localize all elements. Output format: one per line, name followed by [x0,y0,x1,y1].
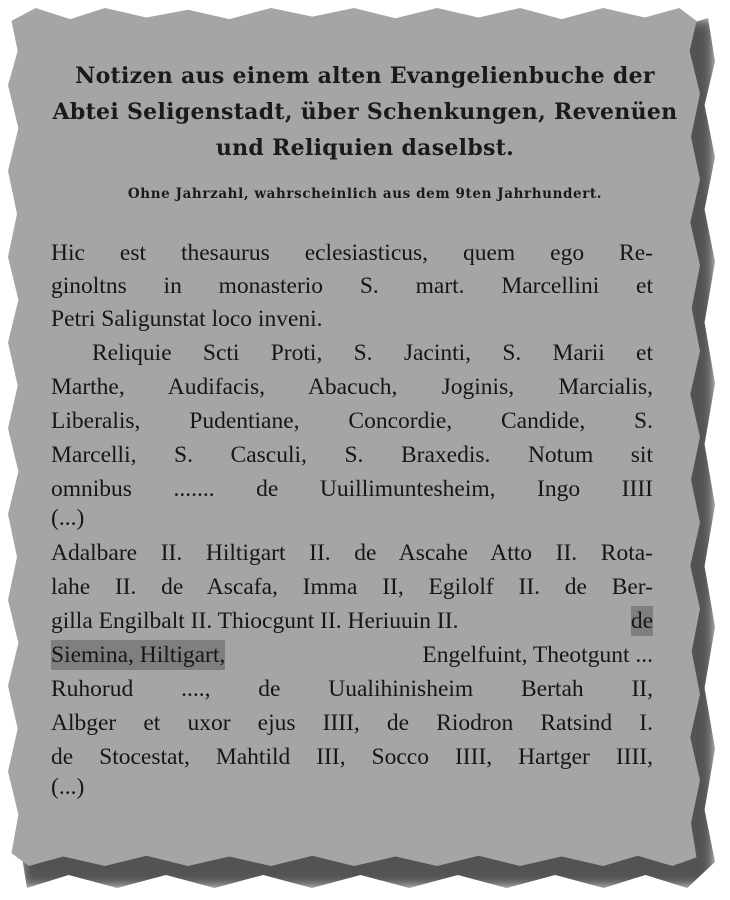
text-line [51,640,653,670]
text-line: de Stocestat, Mahtild III, Socco IIII, Hartger IIII, [51,744,653,770]
text-line: (...) [51,505,85,531]
text-line: omnibus ....... de Uuillimuntesheim, Ingo IIII [51,476,653,502]
text-line: Reliquie Scti Proti, S. Jacinti, S. Marii et [92,340,653,366]
text-line: Hic est thesaurus eclesiasticus, quem ego Re- [51,240,653,266]
text-line: Marcelli, S. Casculi, S. Braxedis. Notum sit [51,442,653,468]
text-line: (...) [51,774,85,800]
title-line: und Reliquien daselbst. [215,135,515,161]
text-line: lahe II. de Ascafa, Imma II, Egilolf II. de Ber- [51,574,653,600]
text-line: Albger et uxor ejus IIII, de Riodron Ratsind I. [51,710,653,736]
text-line: Ruhorud ...., de Uualihinisheim Bertah II, [51,676,653,702]
highlighted-text: Siemina, Hiltigart, [51,642,226,668]
text-segment: gilla Engilbalt II. Thiocgunt II. Heriuuin II. [51,608,459,634]
text-segment: Engelfuint, Theotgunt ... [422,642,653,668]
highlighted-text: de [630,608,653,634]
title-line: Abtei Seligenstadt, über Schenkungen, Revenüen [52,99,678,125]
document-subtitle: Ohne Jahrzahl, wahrscheinlich aus dem 9ten Jahrhundert. [127,186,603,202]
text-line: Petri Saligunstat loco inveni. [51,306,323,332]
text-line [51,606,653,636]
text-line: Adalbare II. Hiltigart II. de Ascahe Atto II. Rota- [51,540,653,566]
document-title [40,58,690,166]
title-line: Notizen aus einem alten Evangelienbuche der [75,63,655,89]
text-line: ginoltns in monasterio S. mart. Marcellini et [51,273,653,299]
text-line: Marthe, Audifacis, Abacuch, Joginis, Marcialis, [51,374,653,400]
text-line: Liberalis, Pudentiane, Concordie, Candide, S. [51,408,653,434]
